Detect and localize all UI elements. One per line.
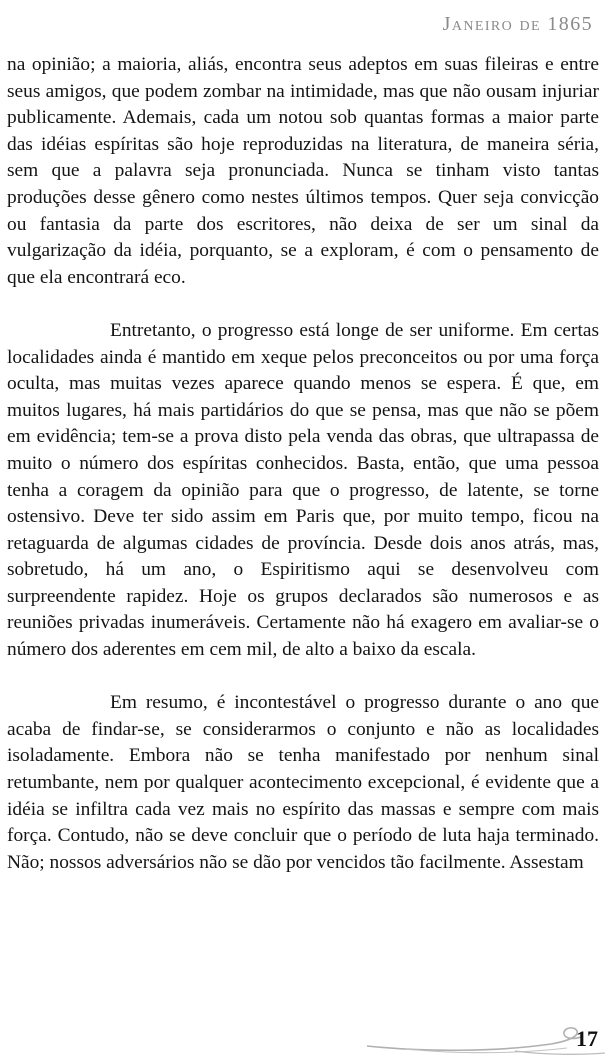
paragraph: Em resumo, é incontestável o progresso durante o ano que acaba de findar-se, se considerarmos o conjunto e não as localidades isoladamente. Embora não se tenha manifestado por nenhum sinal retumbante, nem por qualquer acontecimento excepcional, é evidente que a idéia se infiltra cada vez mais no espírito das massas e sempre com mais força. Contudo, não se deve concluir que o período de luta haja terminado. Não; nossos adversários não se dão por vencidos tão facilmente. Assestam — [7, 692, 599, 873]
paragraph: Entretanto, o progresso está longe de ser uniforme. Em certas localidades ainda é mantido em xeque pelos preconceitos ou por uma força oculta, mas muitas vezes aparece quando menos se espera. É que, em muitos lugares, há mais partidários do que se pensa, mas que não se põem em evidência; tem-se a prova disto pela venda das obras, que ultrapassa de muito o número dos espíritas conhecidos. Basta, então, que uma pessoa tenha a coragem da opinião para que o progresso, de latente, se torne ostensivo. Deve ter sido assim em Paris que, por muito tempo, ficou na retaguarda de algumas cidades de província. Desde dois anos atrás, mas, sobretudo, há um ano, o Espiritismo aqui se desenvolveu com surpreendente rapidez. Hoje os grupos declarados são numerosos e as reuniões privadas inumeráveis. Certamente não há exagero em avaliar-se o número dos aderentes em cem mil, de alto a baixo da escala. — [7, 319, 599, 661]
paragraph-continuation: na opinião; a maioria, aliás, encontra seus adeptos em suas fileiras e entre seus amigos, que podem zombar na intimidade, mas que não ousam injuriar publicamente. Ademais, cada um notou sob quantas formas a maior parte das idéias espíritas são hoje reproduzidas na literatura, de maneira séria, sem que a palavra seja pronunciada. Nunca se tinham visto tantas produções desse gênero como nestes últimos tempos. Quer seja convicção ou fantasia da parte dos escritores, não deixa de ser um sinal da vulgarização da idéia, porquanto, se a exploram, é com o pensamento de que ela encontrará eco. — [7, 54, 599, 288]
flourish-ornament-icon — [365, 1022, 607, 1056]
running-header: Janeiro de 1865 — [442, 13, 593, 35]
body-text — [7, 52, 599, 876]
page-number: 17 — [576, 1026, 598, 1051]
